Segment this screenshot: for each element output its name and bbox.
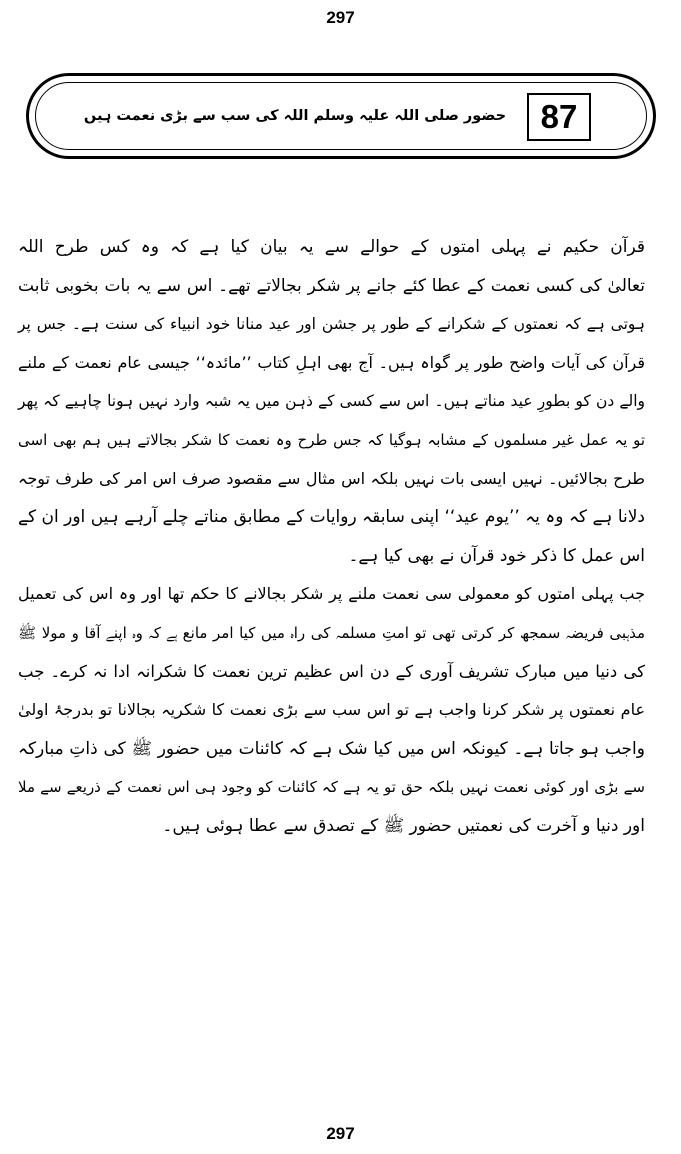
body-line: جب پہلی امتوں کو معمولی سی نعمت ملنے پر شکر بجالانے کا حکم تھا اور وہ اس کی تعمیل [18, 584, 645, 604]
page-number-bottom: 297 [326, 1124, 355, 1143]
body-line: اور دنیا و آخرت کی نعمتیں حضور ﷺ کے تصدق سے عطا ہوئی ہیں۔ [162, 815, 645, 836]
body-line: تو یہ عمل غیر مسلموں کے مشابہ ہوگیا کہ جس طرح وہ نعمت کا شکر بجالاتے ہیں ہم بھی اسی [18, 430, 645, 449]
body-line: دلانا ہے کہ وہ یہ ’’یوم عید‘‘ اپنی سابقہ روایات کے مطابق مناتے چلے آرہے ہیں اور ان کے [18, 507, 645, 528]
body-line: کی دنیا میں مبارک تشریف آوری کے دن اس عظیم ترین نعمت کا شکرانہ ادا نہ کرے۔ جب [18, 661, 645, 681]
body-line: قرآن کی آیات واضح طور پر گواہ ہیں۔ آج بھی اہلِ کتاب ’’مائدہ‘‘ جیسی عام نعمت کے ملنے [18, 352, 645, 372]
body-line: سے بڑی اور کوئی نعمت نہیں بلکہ حق تو یہ ہے کہ کائنات کو وجود ہی اس نعمت کے ذریعے سے ملا [18, 778, 645, 797]
body-line: والے دن کو بطورِ عید مناتے ہیں۔ اس سے کسی کے ذہن میں یہ شبہ وارد نہیں ہونا چاہیے کہ پھر [18, 392, 645, 411]
body-text [18, 228, 645, 846]
chapter-number: 87 [527, 93, 591, 141]
body-line: مذہبی فریضہ سمجھ کر کرتی تھی تو امتِ مسلمہ کی راہ میں کیا امر مانع ہے کہ وہ اپنے آقا و مولا ﷺ [18, 623, 645, 642]
body-line: ہوتی ہے کہ نعمتوں کے شکرانے کے طور پر جشن اور عید منانا خود انبیاء کی سنت ہے۔ جس پر [18, 315, 645, 334]
page-number-top: 297 [326, 8, 355, 27]
chapter-title: حضور صلی اللہ علیہ وسلم اللہ کی سب سے بڑی نعمت ہیں [83, 108, 507, 124]
body-line: تعالیٰ کی کسی نعمت کے عطا کئے جانے پر شکر بجالاتے تھے۔ اس سے یہ بات بخوبی ثابت [18, 275, 645, 296]
body-line: اس عمل کا ذکر خود قرآن نے بھی کیا ہے۔ [348, 545, 645, 566]
body-line: عام نعمتوں پر شکر کرنا واجب ہے تو اس سب سے بڑی نعمت کا شکریہ بجالانا تو بدرجۂ اولیٰ [18, 700, 645, 720]
body-line: واجب ہو جاتا ہے۔ کیونکہ اس میں کیا شک ہے کہ کائنات میں حضور ﷺ کی ذاتِ مبارکہ [18, 738, 645, 759]
body-line: قرآن حکیم نے پہلی امتوں کے حوالے سے یہ بیان کیا ہے کہ وہ کس طرح اللہ [18, 237, 645, 257]
body-line: طرح بجالائیں۔ نہیں ایسی بات نہیں بلکہ اس مثال سے مقصود صرف اس امر کی طرف توجہ [18, 468, 645, 488]
